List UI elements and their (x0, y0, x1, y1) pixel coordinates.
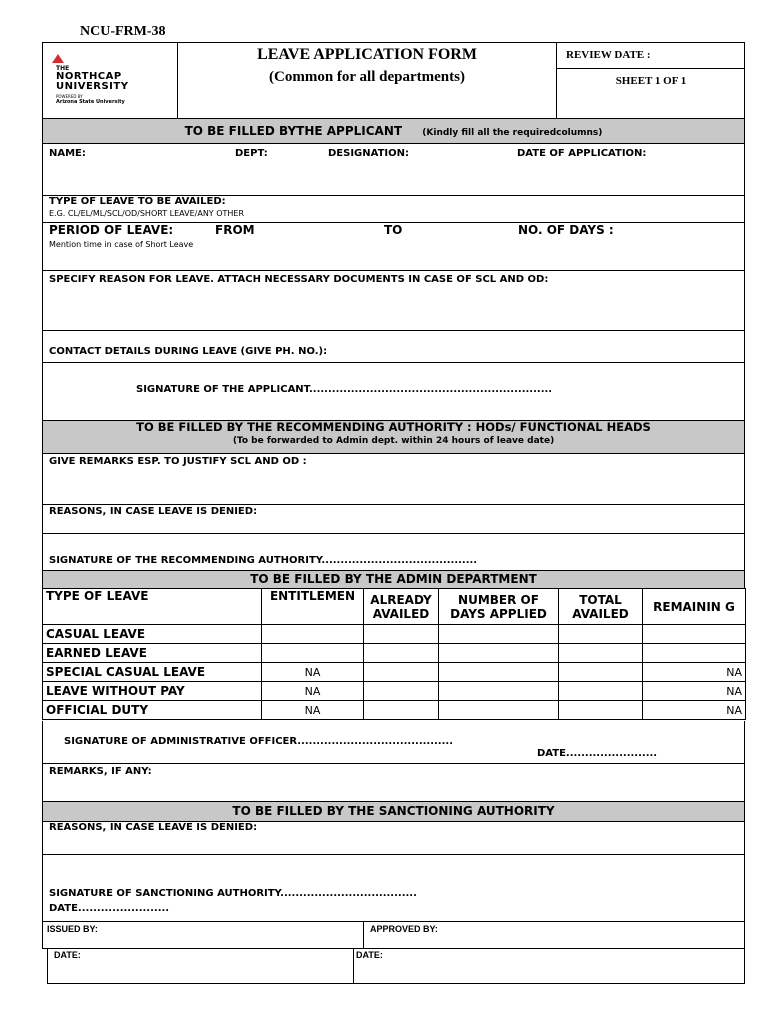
leave-type-cell: LEAVE WITHOUT PAY (43, 682, 262, 701)
table-cell[interactable] (439, 663, 559, 682)
recommending-denied-label: REASONS, IN CASE LEAVE IS DENIED: (49, 506, 258, 517)
form-subtitle: (Common for all departments) (269, 69, 465, 85)
table-cell[interactable] (262, 625, 364, 644)
footer-issued-row (42, 922, 745, 949)
table-cell[interactable] (643, 644, 746, 663)
reason-label: SPECIFY REASON FOR LEAVE. ATTACH NECESSARY DOCUMENTS IN CASE OF SCL AND OD: (49, 274, 549, 285)
logo-text: Arizona State University (56, 99, 125, 105)
footer-date-row (47, 949, 745, 984)
column-header: NUMBER OF DAYS APPLIED (439, 589, 559, 625)
leave-type-cell: CASUAL LEAVE (43, 625, 262, 644)
recommending-heading-note: (To be forwarded to Admin dept. within 24 hours of leave date) (232, 436, 555, 446)
leave-type-cell: SPECIAL CASUAL LEAVE (43, 663, 262, 682)
table-cell: NA (262, 663, 364, 682)
table-row (43, 682, 746, 701)
sanctioning-signature-label: SIGNATURE OF SANCTIONING AUTHORITY.................................... (49, 888, 417, 899)
logo-text: NORTHCAP (56, 71, 122, 82)
table-cell[interactable] (364, 682, 439, 701)
admin-signature-row[interactable] (42, 721, 745, 764)
date-of-application-label: DATE OF APPLICATION: (517, 148, 647, 159)
footer-date-right-label: DATE: (356, 950, 383, 960)
sanctioning-signature-row[interactable] (42, 855, 745, 922)
leave-period-row[interactable] (42, 223, 745, 271)
sanctioning-denied-label: REASONS, IN CASE LEAVE IS DENIED: (49, 822, 258, 833)
from-label: FROM (215, 223, 255, 237)
table-row (43, 701, 746, 720)
table-row (43, 625, 746, 644)
recommending-heading-text: TO BE FILLED BY THE RECOMMENDING AUTHORITY : HODs/ FUNCTIONAL HEADS (136, 420, 651, 434)
contact-label: CONTACT DETAILS DURING LEAVE (GIVE PH. NO.): (49, 346, 328, 357)
table-cell: NA (262, 701, 364, 720)
leave-type-row[interactable] (42, 196, 745, 223)
issued-by-label: ISSUED BY: (47, 924, 98, 934)
logo-text: UNIVERSITY (56, 81, 129, 92)
recommending-denied-row[interactable] (42, 505, 745, 534)
period-note: Mention time in case of Short Leave (49, 240, 194, 249)
applicant-signature-label: SIGNATURE OF THE APPLICANT................................................................ (136, 384, 553, 395)
table-cell[interactable] (439, 625, 559, 644)
admin-remarks-label: REMARKS, IF ANY: (49, 766, 152, 777)
admin-heading-text: TO BE FILLED BY THE ADMIN DEPARTMENT (250, 572, 537, 586)
column-header: TOTAL AVAILED (559, 589, 643, 625)
logo-text: POWERED BY (56, 94, 83, 99)
applicant-heading-text: TO BE FILLED BYTHE APPLICANT (184, 124, 403, 138)
table-cell[interactable] (364, 625, 439, 644)
sanctioning-heading-text: TO BE FILLED BY THE SANCTIONING AUTHORITY (232, 804, 555, 818)
sanctioning-denied-row[interactable] (42, 822, 745, 855)
admin-date-label: DATE........................ (537, 748, 658, 759)
table-cell[interactable] (439, 701, 559, 720)
dept-label: DEPT: (235, 148, 268, 159)
period-label: PERIOD OF LEAVE: (49, 223, 174, 237)
leave-type-cell: EARNED LEAVE (43, 644, 262, 663)
leave-type-cell: OFFICIAL DUTY (43, 701, 262, 720)
table-cell[interactable] (559, 644, 643, 663)
table-header-row (43, 589, 746, 625)
recommending-remarks-label: GIVE REMARKS ESP. TO JUSTIFY SCL AND OD : (49, 456, 307, 467)
form-title: LEAVE APPLICATION FORM (257, 46, 477, 63)
review-date-label: REVIEW DATE : (566, 49, 651, 61)
table-cell[interactable] (559, 701, 643, 720)
table-cell: NA (643, 701, 746, 720)
table-cell: NA (643, 682, 746, 701)
admin-signature-label: SIGNATURE OF ADMINISTRATIVE OFFICER......................................... (64, 736, 454, 747)
sheet-label: SHEET 1 OF 1 (615, 75, 687, 87)
recommending-signature-label: SIGNATURE OF THE RECOMMENDING AUTHORITY......................................... (49, 555, 478, 566)
column-header: ENTITLEMEN (262, 589, 364, 625)
table-cell: NA (643, 663, 746, 682)
university-logo (56, 66, 166, 105)
to-label: TO (384, 223, 403, 237)
admin-section-heading (42, 571, 745, 589)
approved-by-label: APPROVED BY: (370, 924, 438, 934)
column-header: TYPE OF LEAVE (43, 589, 262, 625)
applicant-details-row[interactable] (42, 144, 745, 196)
table-cell[interactable] (364, 663, 439, 682)
designation-label: DESIGNATION: (328, 148, 410, 159)
logo-mark-icon (52, 54, 64, 63)
recommending-section-heading (42, 421, 745, 454)
name-label: NAME: (49, 148, 86, 159)
table-cell[interactable] (262, 644, 364, 663)
column-header: REMAININ G (643, 589, 746, 625)
no-of-days-label: NO. OF DAYS : (518, 223, 614, 237)
column-header: ALREADY AVAILED (364, 589, 439, 625)
contact-row[interactable] (42, 331, 745, 363)
table-row (43, 644, 746, 663)
recommending-signature-row[interactable] (42, 534, 745, 571)
table-cell[interactable] (559, 625, 643, 644)
applicant-signature-row[interactable] (42, 363, 745, 421)
footer-date-left-label: DATE: (54, 950, 81, 960)
table-cell[interactable] (643, 625, 746, 644)
table-cell[interactable] (439, 682, 559, 701)
table-cell[interactable] (364, 644, 439, 663)
leave-type-label: TYPE OF LEAVE TO BE AVAILED: (49, 196, 226, 207)
leave-balance-table (42, 588, 746, 720)
leave-type-example: E.G. CL/EL/ML/SCL/OD/SHORT LEAVE/ANY OTHER (49, 209, 245, 218)
table-cell[interactable] (559, 663, 643, 682)
table-row (43, 663, 746, 682)
table-cell[interactable] (364, 701, 439, 720)
table-cell[interactable] (439, 644, 559, 663)
form-code: NCU-FRM-38 (80, 24, 166, 39)
applicant-section-heading (42, 119, 745, 144)
recommending-remarks-row[interactable] (42, 454, 745, 505)
sanctioning-section-heading (42, 802, 745, 822)
sanctioning-date-label: DATE........................ (49, 903, 170, 914)
reason-row[interactable] (42, 271, 745, 331)
admin-remarks-row[interactable] (42, 764, 745, 802)
logo-text: THE (56, 65, 70, 72)
table-cell: NA (262, 682, 364, 701)
table-cell[interactable] (559, 682, 643, 701)
applicant-heading-note: (Kindly fill all the requiredcolumns) (422, 128, 603, 138)
